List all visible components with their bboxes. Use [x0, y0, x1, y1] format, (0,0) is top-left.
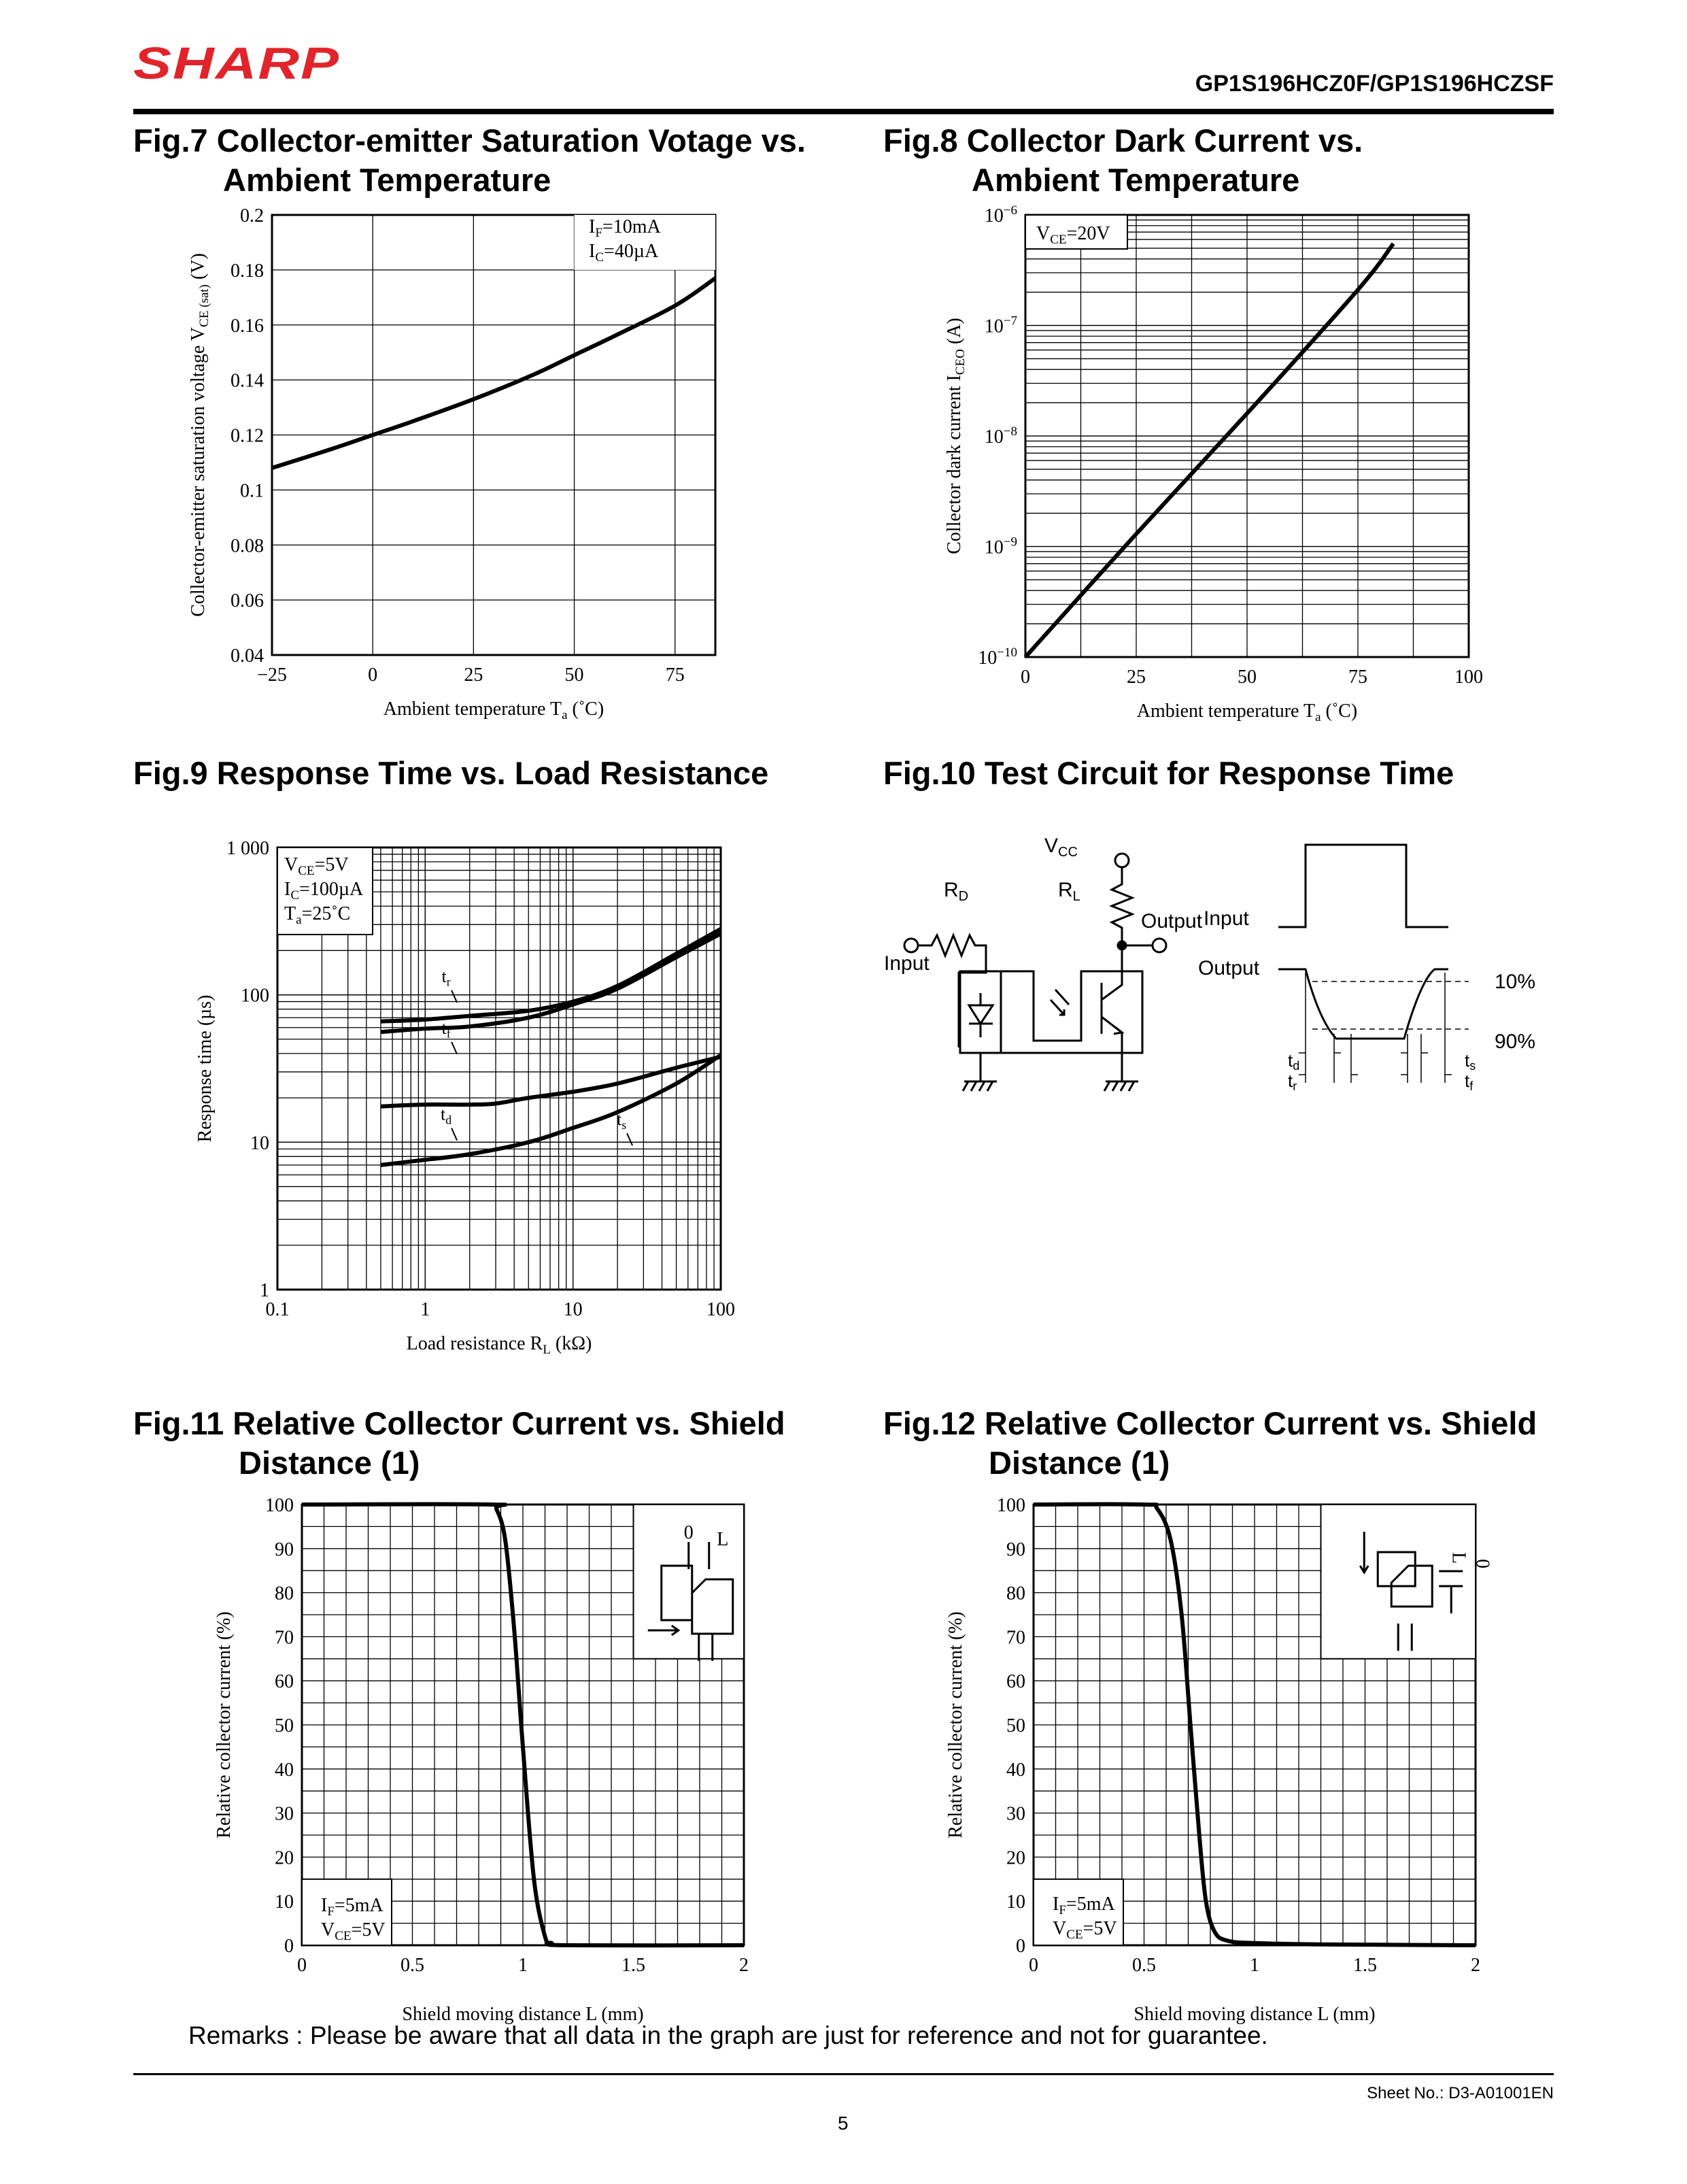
fig7-title-line2: Ambient Temperature — [223, 162, 551, 198]
x-tick-label: 100 — [1454, 667, 1483, 688]
x-axis-label: Load resistance $R_L$ (kΩ) — [406, 1333, 592, 1358]
y-tick-label: 80 — [275, 1583, 294, 1605]
y-tick-label: 1 000 — [226, 838, 269, 859]
y-tick-label: 40 — [275, 1759, 294, 1781]
y-tick-label: 0.2 — [240, 205, 264, 226]
y-tick-label: 20 — [275, 1847, 294, 1869]
x-tick-label: 10 — [563, 1299, 583, 1320]
fig8-grid — [1025, 215, 1469, 657]
output-label: Output — [1141, 910, 1203, 933]
fig12-plot — [945, 1495, 1493, 2025]
fig10-test-circuit — [884, 837, 1550, 1122]
series-label-arrow — [451, 1128, 457, 1141]
x-tick-label: 0 — [368, 665, 378, 686]
y-tick-label: 0.06 — [231, 590, 264, 612]
x-tick-label: 0 — [1021, 667, 1030, 688]
y-axis-label: Collector dark current $I_{CEO}$ (A) — [944, 318, 968, 554]
fig9-plot — [194, 838, 735, 1357]
y-tick-label: 0.16 — [231, 315, 264, 337]
y-tick-label: 60 — [275, 1671, 294, 1693]
y-tick-label: 0.14 — [231, 370, 264, 392]
y-tick-label: 0.12 — [231, 425, 264, 447]
output-terminal-icon — [1153, 939, 1166, 952]
sheet-number: Sheet No.: D3-A01001EN — [1367, 2084, 1554, 2102]
y-tick-label: $10^{-6}$ — [984, 203, 1017, 226]
inset-label: L — [717, 1529, 729, 1550]
led-block — [960, 971, 1001, 1053]
x-axis-label: Ambient temperature $T_a$ (˚C) — [383, 699, 604, 723]
y-tick-label: 0.1 — [240, 480, 264, 502]
y-tick-label: 60 — [1006, 1671, 1025, 1693]
y-axis-label: Relative collector current (%) — [945, 1611, 966, 1838]
x-axis-label: Shield moving distance L (mm) — [402, 2004, 644, 2025]
condition-label: $V_{CE}=5V$ — [321, 1919, 386, 1944]
fig10-title: Fig.10 Test Circuit for Response Time — [883, 755, 1454, 791]
x-tick-label: 1 — [420, 1299, 430, 1320]
x-tick-label: 0 — [1029, 1955, 1038, 1976]
y-tick-label: 0.04 — [231, 645, 264, 667]
fig11-title-line2: Distance (1) — [239, 1445, 420, 1481]
phototransistor-icon — [1102, 945, 1122, 1053]
y-tick-label: 50 — [1006, 1715, 1025, 1736]
fig7-grid — [272, 215, 715, 655]
y-axis-label: Collector-emitter saturation voltage $V_{CE (sat)}$ (V) — [188, 253, 212, 617]
series-label-arrow — [451, 1042, 457, 1054]
ground-icon-2 — [1104, 1053, 1138, 1091]
rl-resistor-icon — [1112, 867, 1132, 945]
y-tick-label: 0.08 — [231, 535, 264, 557]
x-tick-label: 0.5 — [401, 1955, 424, 1976]
y-tick-label: 0.18 — [231, 260, 264, 282]
x-tick-label: 75 — [665, 665, 685, 686]
y-tick-label: 10 — [1006, 1892, 1025, 1913]
y-tick-label: 80 — [1006, 1583, 1025, 1605]
y-axis-label: Relative collector current (%) — [214, 1611, 235, 1838]
x-tick-label: 25 — [464, 665, 483, 686]
condition-label: $I_F=5mA$ — [1053, 1894, 1115, 1918]
y-tick-label: 10 — [250, 1132, 269, 1154]
x-tick-label: 1 — [518, 1955, 528, 1976]
y-tick-label: 0 — [284, 1936, 294, 1957]
y-tick-label: 1 — [260, 1280, 269, 1301]
fig12-title-line2: Distance (1) — [989, 1445, 1170, 1481]
x-tick-label: 1 — [1250, 1955, 1259, 1976]
y-tick-label: 70 — [1006, 1627, 1025, 1649]
sharp-logo: SHARP — [133, 38, 341, 88]
fig9-title: Fig.9 Response Time vs. Load Resistance — [133, 755, 769, 791]
y-tick-label: $10^{-10}$ — [978, 645, 1017, 669]
fig7-title-line1: Fig.7 Collector-emitter Saturation Votage vs. — [133, 122, 806, 158]
pct10-label: 10% — [1495, 971, 1536, 993]
y-tick-label: 50 — [275, 1715, 294, 1736]
condition-label: $I_F=5mA$ — [321, 1895, 384, 1919]
input-label: Input — [884, 952, 930, 975]
fig9-series-line — [381, 1057, 721, 1107]
part-number: GP1S196HCZ0F/GP1S196HCZSF — [1195, 71, 1554, 97]
y-tick-label: 20 — [1006, 1847, 1025, 1869]
x-tick-label: −25 — [257, 665, 287, 686]
y-tick-label: $10^{-7}$ — [984, 314, 1017, 337]
pct90-label: 90% — [1495, 1030, 1536, 1053]
y-tick-label: 10 — [275, 1892, 294, 1913]
series-label-arrow — [627, 1133, 632, 1145]
y-tick-label: 30 — [1006, 1803, 1025, 1825]
fig8-title-line2: Ambient Temperature — [972, 162, 1300, 198]
ts-label: ts — [1465, 1050, 1476, 1073]
x-tick-label: 0 — [297, 1955, 307, 1976]
x-tick-label: 2 — [1471, 1955, 1480, 1976]
y-tick-label: 90 — [275, 1539, 294, 1560]
x-tick-label: 1.5 — [621, 1955, 645, 1976]
tr-label: tr — [1288, 1071, 1297, 1093]
fig9-series-line — [381, 929, 721, 1022]
y-tick-label: 40 — [1006, 1759, 1025, 1781]
fig7-plot — [188, 205, 715, 722]
x-tick-label: 50 — [564, 665, 584, 686]
series-label: $t_s$ — [617, 1109, 627, 1132]
wave-input-label: Input — [1204, 907, 1249, 930]
x-tick-label: 100 — [706, 1299, 735, 1320]
x-tick-label: 2 — [739, 1955, 749, 1976]
y-tick-label: 0 — [1016, 1936, 1025, 1957]
vcc-label: $V_{CC}$ — [1044, 835, 1078, 860]
inset-label: L — [1448, 1552, 1469, 1564]
fig11-plot — [214, 1495, 749, 2025]
condition-label: $V_{CE}=5V$ — [1053, 1918, 1117, 1943]
fig8-plot — [944, 203, 1483, 724]
y-tick-label: 100 — [241, 985, 269, 1007]
input-terminal-icon — [904, 939, 918, 952]
condition-label: $I_C=100\mu A$ — [284, 879, 364, 903]
y-tick-label: 30 — [275, 1803, 294, 1825]
x-tick-label: 75 — [1348, 667, 1367, 688]
remarks-text: Remarks : Please be aware that all data in the graph are just for reference and not for guarantee. — [188, 2021, 1268, 2049]
fig11-title-line1: Fig.11 Relative Collector Current vs. Shield — [133, 1405, 785, 1441]
x-tick-label: 25 — [1127, 667, 1146, 688]
y-axis-label: Response time (µs) — [194, 994, 216, 1143]
wave-output-label: Output — [1198, 957, 1260, 979]
condition-label: $T_a=25˚C$ — [284, 903, 351, 928]
fig8-title-line1: Fig.8 Collector Dark Current vs. — [883, 122, 1363, 158]
vcc-terminal-icon — [1115, 854, 1129, 867]
footer-rule — [133, 2073, 1554, 2075]
y-tick-label: 100 — [265, 1495, 294, 1516]
rl-label: $R_L$ — [1058, 879, 1080, 904]
ground-icon — [963, 1053, 997, 1091]
series-label: $t_r$ — [441, 967, 451, 989]
y-tick-label: 100 — [997, 1495, 1025, 1516]
series-label-arrow — [451, 990, 457, 1003]
condition-label: $I_C=40\mu A$ — [589, 241, 659, 265]
x-axis-label: Ambient temperature $T_a$ (˚C) — [1136, 701, 1358, 725]
td-label: td — [1288, 1050, 1300, 1073]
input-waveform — [1278, 845, 1448, 927]
x-tick-label: 50 — [1238, 667, 1257, 688]
inset-label: 0 — [683, 1522, 694, 1543]
fig12-title-line1: Fig.12 Relative Collector Current vs. Shield — [883, 1405, 1537, 1441]
x-tick-label: 1.5 — [1353, 1955, 1377, 1976]
y-tick-label: $10^{-8}$ — [984, 424, 1017, 448]
tf-label: tf — [1465, 1071, 1473, 1093]
rd-label: $R_D$ — [944, 879, 969, 904]
condition-label: $V_{CE}=20V$ — [1036, 223, 1110, 248]
series-label: $t_f$ — [441, 1018, 451, 1041]
light-arrow-icon — [1051, 990, 1069, 1015]
x-tick-label: 0.5 — [1132, 1955, 1156, 1976]
led-diode-icon — [969, 1005, 993, 1024]
y-tick-label: $10^{-9}$ — [984, 535, 1017, 558]
output-waveform — [1278, 969, 1448, 1039]
fig7-series-line — [272, 278, 715, 468]
y-tick-label: 90 — [1006, 1539, 1025, 1560]
condition-label: $V_{CE}=5V$ — [284, 854, 349, 879]
series-label: $t_d$ — [441, 1104, 452, 1127]
x-tick-label: 0.1 — [265, 1299, 290, 1320]
y-tick-label: 70 — [275, 1627, 294, 1649]
x-axis-label: Shield moving distance L (mm) — [1134, 2004, 1376, 2025]
page-number: 5 — [838, 2113, 849, 2134]
condition-label: $I_F=10mA$ — [589, 216, 661, 241]
inset-label: 0 — [1471, 1559, 1493, 1568]
